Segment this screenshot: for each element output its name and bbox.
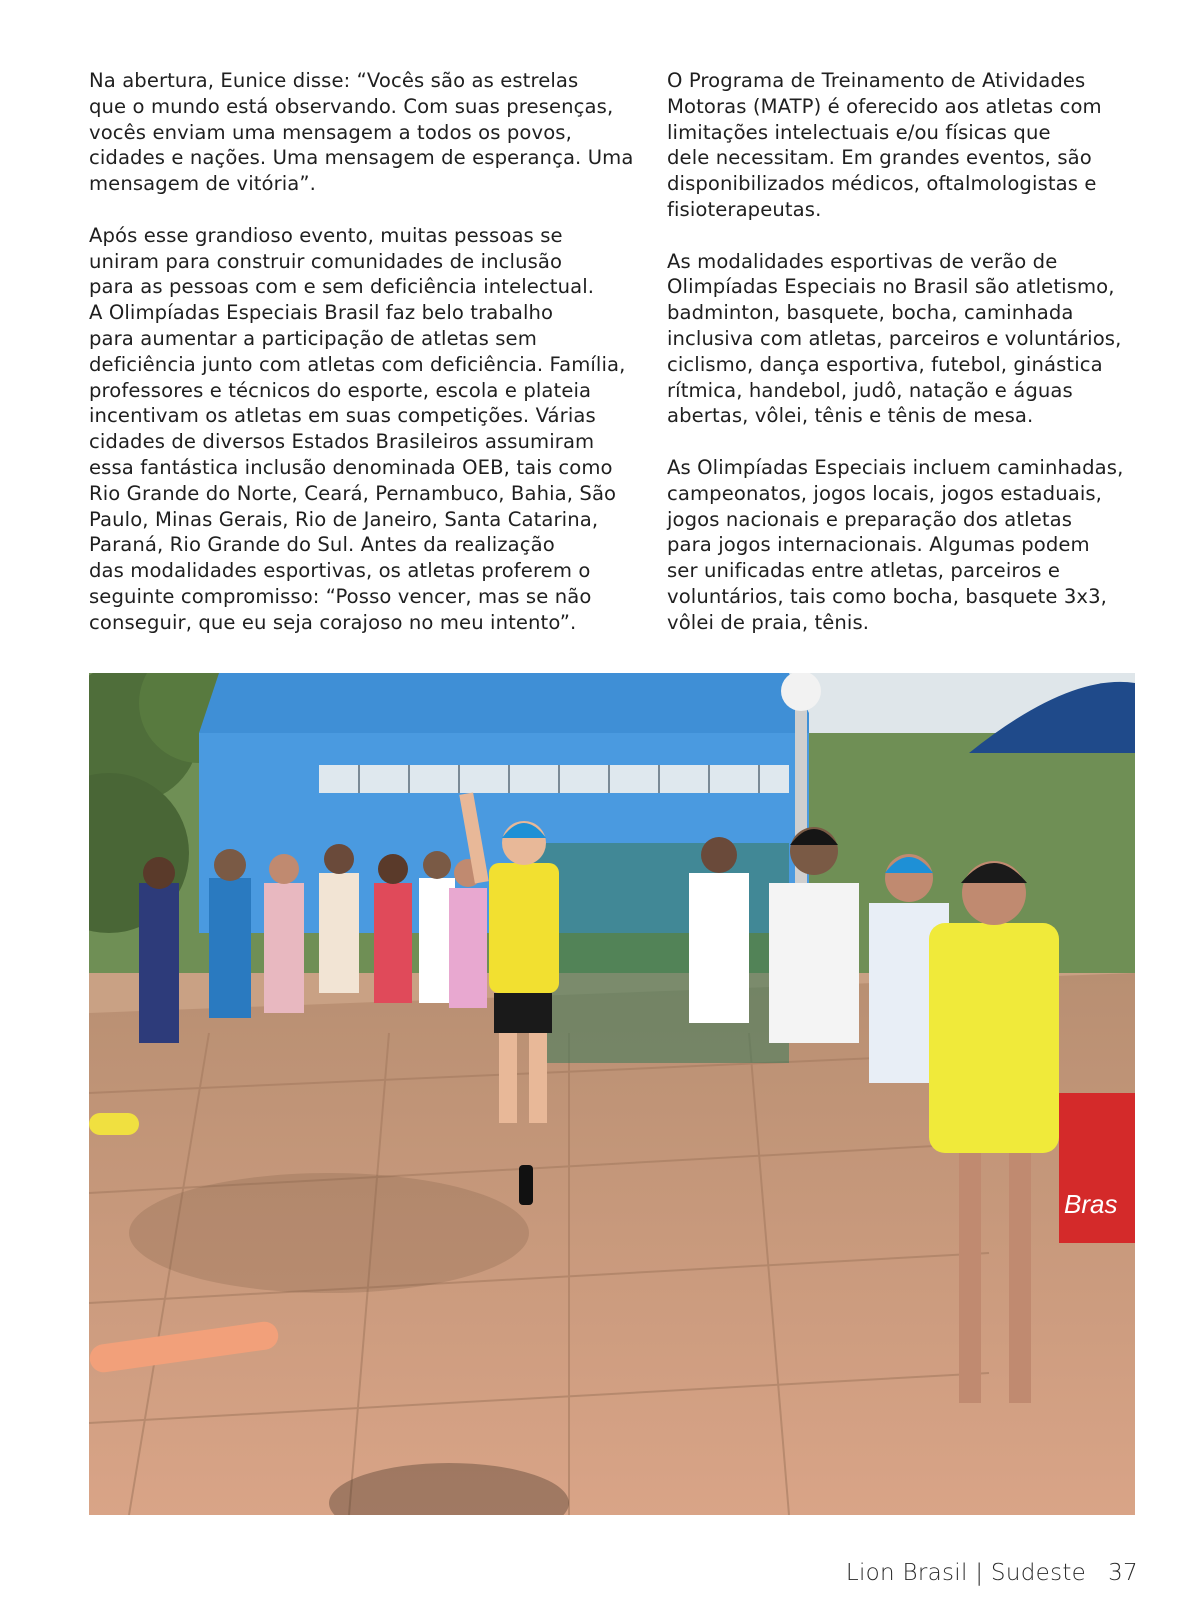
paragraph: As modalidades esportivas de verão de Olimpíadas Especiais no Brasil são atletismo, badminton, basquete, bocha, caminhada inclusiva com atletas, parceiros e voluntários, ciclismo, dança esportiva, futebol, ginástica rítmica, handebol, judô, natação e águas abertas, vôlei, tênis e tênis de mesa. bbox=[667, 249, 1122, 428]
paragraph: Após esse grandioso evento, muitas pessoas se uniram para construir comunidades de inclusão para as pessoas com e sem deficiência intelectual. A Olimpíadas Especiais Brasil faz belo trabalho para aumentar a participação de atletas sem deficiência junto com atletas com deficiência. Família, professores e técnicos do esporte, escola e plateia incentivam os atletas em suas competições. Várias cidades de diversos Estados Brasileiros assumiram essa fantástica inclusão denominada OEB, tais como Rio Grande do Norte, Ceará, Pernambuco, Bahia, São Paulo, Minas Gerais, Rio de Janeiro, Santa Catarina, Paraná, Rio Grande do Sul. Antes da realização das modalidades esportivas, os atletas proferem o seguinte compromisso: “Posso vencer, mas se não conseguir, que eu seja corajoso no meu intento”. bbox=[89, 223, 626, 634]
article-photo bbox=[89, 673, 1135, 1515]
paragraph: As Olimpíadas Especiais incluem caminhadas, campeonatos, jogos locais, jogos estaduais, jogos nacionais e preparação dos atletas para jogos internacionais. Algumas podem ser unificadas entre atletas, parceiros e voluntários, tais como bocha, basquete 3x3, vôlei de praia, tênis. bbox=[667, 455, 1124, 634]
right-text-column bbox=[667, 68, 1200, 661]
photo-illustration bbox=[89, 673, 1135, 1515]
page-footer bbox=[846, 1560, 1138, 1586]
banner bbox=[1059, 1093, 1135, 1243]
paragraph: O Programa de Treinamento de Atividades Motoras (MATP) é oferecido aos atletas com limitações intelectuais e/ou físicas que dele necessitam. Em grandes eventos, são disponibilizados médicos, oftalmologistas e fisioterapeutas. bbox=[667, 69, 1102, 221]
page-number: 37 bbox=[1108, 1560, 1138, 1586]
publication-name: Lion Brasil | Sudeste bbox=[845, 1560, 1087, 1586]
left-text-column bbox=[89, 68, 649, 661]
paragraph: Na abertura, Eunice disse: “Vocês são as estrelas que o mundo está observando. Com suas presenças, vocês enviam uma mensagem a todos os povos, cidades e nações. Uma mensagem de esperança. Uma mensagem de vitória”. bbox=[89, 69, 634, 196]
banner-text: Bras bbox=[1064, 1189, 1118, 1219]
